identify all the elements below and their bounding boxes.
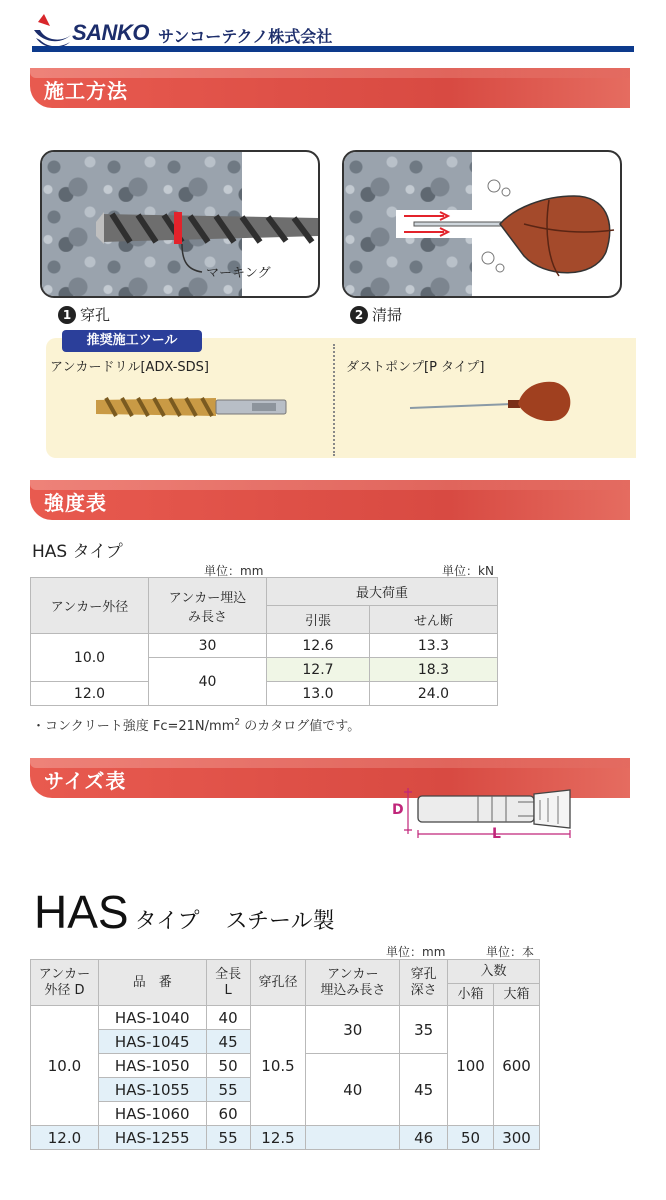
section-banner-method [30,68,630,108]
cell-depth: 45 [400,1054,448,1126]
header-line: 埋込み長さ [320,982,386,998]
unit-piece: 単位：本 [486,945,535,959]
cell-hole: 10.5 [250,1006,306,1126]
table-row [31,634,498,658]
anchor-drill-icon [92,392,292,422]
anchor-dimension-diagram [388,776,618,852]
header-line: 穿孔 [410,966,437,982]
strength-table [30,577,498,706]
col-header-large-box: 大箱 [494,984,540,1006]
strength-subtitle: HAS タイプ [32,542,123,562]
table-row [31,1006,540,1030]
table-row [31,1126,540,1150]
cell-length: 45 [206,1030,250,1054]
col-header-qty: 入数 [448,960,540,984]
dimension-l-label: L [492,826,501,842]
recommended-tools-badge: 推奨施工ツール [62,330,202,352]
section-title: 施工方法 [44,79,128,103]
cell-part: HAS-1055 [98,1078,206,1102]
size-table [30,959,540,1150]
cleaning-illustration [342,150,622,298]
col-header-small-box: 小箱 [448,984,494,1006]
col-header-tension: 引張 [267,606,370,634]
cell-shear: 13.3 [369,634,497,658]
step-1-label [58,304,110,325]
strength-note [32,715,360,734]
cell-tension: 12.6 [267,634,370,658]
header-line: L [224,982,232,998]
header-line: アンカー [327,966,379,982]
col-header-embed-text: アンカー埋込み長さ [168,590,247,625]
marking-label: マーキング [206,266,271,281]
cell-embed: 40 [306,1054,400,1126]
note-text: ・コンクリート強度 Fc=21N/mm [32,719,235,734]
cell-length: 55 [206,1126,250,1150]
cell-shear: 18.3 [369,658,497,682]
col-header-outer [31,960,99,1006]
header-rule [32,46,634,52]
tools-divider [333,344,335,456]
header-line: 外径 D [44,982,85,998]
cell-length: 55 [206,1078,250,1102]
cell-outer: 12.0 [31,682,149,706]
cell-embed: 40 [149,658,267,706]
tool-dust-pump-label: ダストポンプ[P タイプ] [346,360,485,375]
cell-large-box: 600 [494,1006,540,1126]
section-title: 強度表 [44,491,107,515]
col-header-depth [400,960,448,1006]
cell-length: 60 [206,1102,250,1126]
cell-embed: 30 [149,634,267,658]
title-model: HAS [34,886,129,938]
dimension-d-label: D [392,802,404,818]
col-header-max: 最大荷重 [267,578,498,606]
header-line: 全長 [215,966,242,982]
cell-part: HAS-1060 [98,1102,206,1126]
title-type: タイプ [134,908,200,933]
col-header-shear: せん断 [369,606,497,634]
cell-outer: 12.0 [31,1126,99,1150]
step-number: 1 [58,306,76,324]
cell-small-box: 100 [448,1006,494,1126]
col-header-embed [149,578,267,634]
col-header-hole: 穿孔径 [250,960,306,1006]
step-2-label [350,304,402,325]
cell-tension: 13.0 [267,682,370,706]
cell-part: HAS-1040 [98,1006,206,1030]
step-text: 穿孔 [80,306,111,324]
cell-tension: 12.7 [267,658,370,682]
cell-length: 40 [206,1006,250,1030]
step-text: 清掃 [372,306,403,324]
header-line: アンカー [38,966,91,982]
size-table-title [34,885,335,939]
unit-mm: 単位：mm [386,945,446,959]
cell-depth: 35 [400,1006,448,1054]
cell-length: 50 [206,1054,250,1078]
cell-outer: 10.0 [31,1006,99,1126]
cell-embed: 30 [306,1006,400,1054]
col-header-embed [306,960,400,1006]
note-superscript: 2 [234,717,241,728]
drilling-illustration [40,150,320,298]
company-name: サンコーテクノ株式会社 [158,27,333,46]
cell-part: HAS-1045 [98,1030,206,1054]
section-title: サイズ表 [44,769,127,793]
cell-depth: 46 [400,1126,448,1150]
dust-pump-tool-icon [408,378,578,424]
page-header [0,0,666,60]
unit-mm: 単位：mm [204,564,264,578]
drill-bit-icon [42,152,320,298]
title-material: スチール製 [225,908,335,933]
tool-anchor-drill-label: アンカードリル[ADX-SDS] [50,360,209,375]
cell-part: HAS-1255 [98,1126,206,1150]
cell-small-box: 50 [448,1126,494,1150]
dust-pump-icon [344,152,622,298]
header-line: 深さ [410,982,437,998]
cell-outer: 10.0 [31,634,149,682]
brand-name: SANKO [72,20,149,45]
cell-shear: 24.0 [369,682,497,706]
note-text-end: のカタログ値です。 [240,719,361,734]
cell-large-box: 300 [494,1126,540,1150]
col-header-length [206,960,250,1006]
unit-kn: 単位：kN [442,564,494,578]
cell-embed [306,1126,400,1150]
col-header-part: 品 番 [98,960,206,1006]
section-banner-strength [30,480,630,520]
step-number: 2 [350,306,368,324]
col-header-outer: アンカー外径 [31,578,149,634]
cell-part: HAS-1050 [98,1054,206,1078]
cell-hole: 12.5 [250,1126,306,1150]
